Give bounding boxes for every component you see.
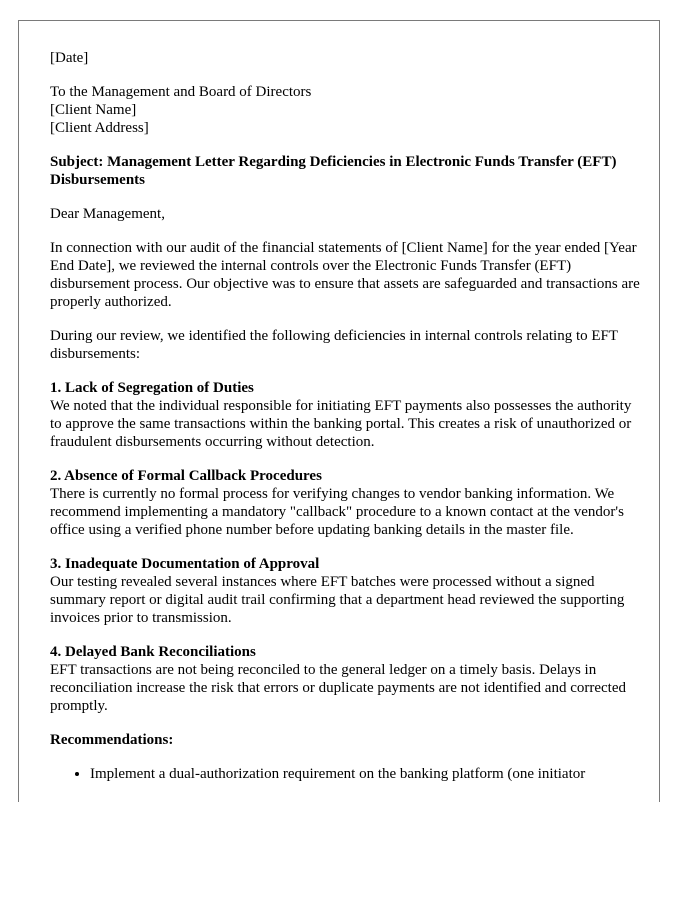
deficiency-section bbox=[50, 379, 640, 451]
deficiency-text: EFT transactions are not being reconciled to the general ledger on a timely basis. Delays in reconciliation increase the risk that errors or duplicate payments are not identified and corrected promptly. bbox=[50, 662, 627, 714]
letter-subject: Subject: Management Letter Regarding Deficiencies in Electronic Funds Transfer (EFT) Disbursements bbox=[50, 154, 617, 188]
deficiency-text: Our testing revealed several instances where EFT batches were processed without a signed summary report or digital audit trail confirming that a department head reviewed the supporting invoices prior to transmission. bbox=[50, 574, 625, 626]
deficiency-heading: 3. Inadequate Documentation of Approval bbox=[50, 556, 320, 572]
recipient-line: To the Management and Board of Directors bbox=[50, 84, 312, 100]
recommendations-heading: Recommendations: bbox=[50, 732, 174, 748]
letter-frame bbox=[18, 20, 660, 802]
deficiency-section bbox=[50, 555, 640, 627]
intro-paragraph: In connection with our audit of the financial statements of [Client Name] for the year ended [Year End Date], we reviewed the internal controls over the Electronic Funds Transfer (EFT) disbursement process. Our objective was to ensure that assets are safeguarded and transactions are properly authorized. bbox=[50, 240, 640, 310]
deficiency-heading: 1. Lack of Segregation of Duties bbox=[50, 380, 254, 396]
letter-date: [Date] bbox=[50, 50, 89, 66]
deficiency-heading: 2. Absence of Formal Callback Procedures bbox=[50, 468, 322, 484]
recipient-client-name: [Client Name] bbox=[50, 102, 137, 118]
deficiency-text: There is currently no formal process for verifying changes to vendor banking information. We recommend implementing a mandatory "callback" procedure to a known contact at the vendor's office using a verified phone number before updating banking details in the master file. bbox=[50, 486, 624, 538]
deficiency-section bbox=[50, 467, 640, 539]
review-intro-paragraph: During our review, we identified the following deficiencies in internal controls relating to EFT disbursements: bbox=[50, 328, 618, 362]
recommendation-item: • Implement a dual-authorization requirement on the banking platform (one initiator bbox=[90, 765, 640, 783]
recipient-client-address: [Client Address] bbox=[50, 120, 149, 136]
recipient-address bbox=[50, 83, 640, 137]
letter-body bbox=[50, 49, 640, 783]
recommendations-list bbox=[50, 765, 640, 783]
salutation: Dear Management, bbox=[50, 206, 165, 222]
deficiency-section bbox=[50, 643, 640, 715]
deficiency-heading: 4. Delayed Bank Reconciliations bbox=[50, 644, 256, 660]
deficiency-text: We noted that the individual responsible for initiating EFT payments also possesses the authority to approve the same transactions within the banking portal. This creates a risk of unauthorized or fraudulent disbursements occurring without detection. bbox=[50, 398, 632, 450]
